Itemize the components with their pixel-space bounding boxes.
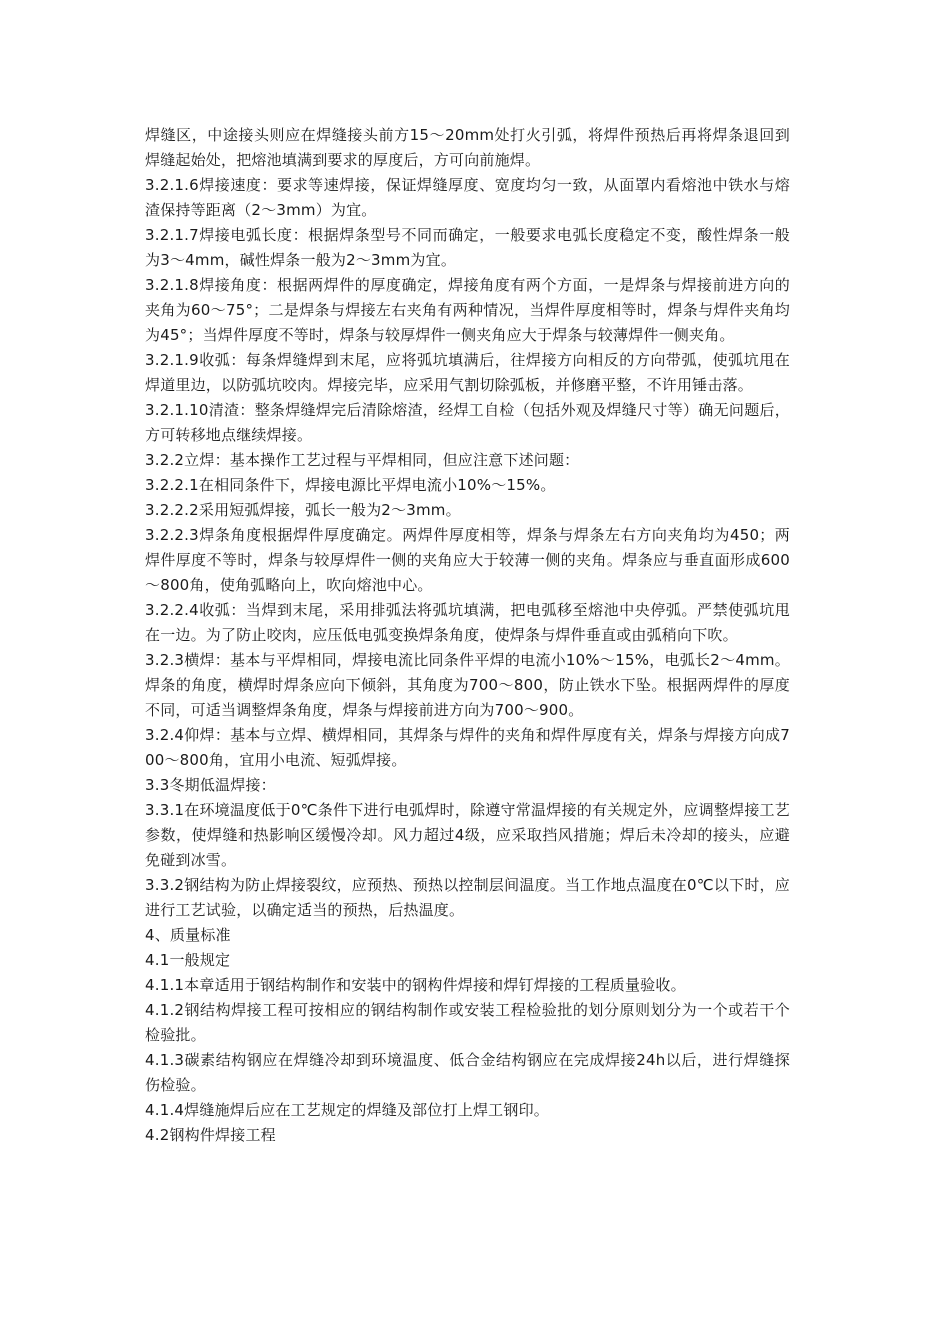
paragraph-3-2-1-8: 3.2.1.8焊接角度：根据两焊件的厚度确定，焊接角度有两个方面，一是焊条与焊接前进方向的夹角为60～75°；二是焊条与焊接左右夹角有两种情况，当焊件厚度相等时，焊条与焊件夹角均为45°；当焊件厚度不等时，焊条与较厚焊件一侧夹角应大于焊条与较薄焊件一侧夹角。: [145, 276, 790, 344]
paragraph-3-2-2: 3.2.2立焊：基本操作工艺过程与平焊相同，但应注意下述问题：: [145, 451, 580, 469]
paragraph-3-2-2-4: 3.2.2.4收弧：当焊到末尾，采用排弧法将弧坑填满，把电弧移至熔池中央停弧。严禁使弧坑甩在一边。为了防止咬肉，应压低电弧变换焊条角度，使焊条与焊件垂直或由弧稍向下吹。: [145, 601, 790, 644]
document-body: [145, 123, 790, 1148]
paragraph-4-1-2: 4.1.2钢结构焊接工程可按相应的钢结构制作或安装工程检验批的划分原则划分为一个或若干个检验批。: [145, 1001, 790, 1044]
paragraph-3-3-2: 3.3.2钢结构为防止焊接裂纹，应预热、预热以控制层间温度。当工作地点温度在0℃以下时，应进行工艺试验，以确定适当的预热，后热温度。: [145, 876, 790, 919]
paragraph-weld-start: 焊缝区，中途接头则应在焊缝接头前方15～20mm处打火引弧，将焊件预热后再将焊条退回到焊缝起始处，把熔池填满到要求的厚度后，方可向前施焊。: [145, 126, 790, 169]
paragraph-3-2-1-10: 3.2.1.10清渣：整条焊缝焊完后清除熔渣，经焊工自检（包括外观及焊缝尺寸等）确无问题后，方可转移地点继续焊接。: [145, 401, 790, 444]
heading-4-2: 4.2钢构件焊接工程: [145, 1126, 276, 1144]
paragraph-3-2-2-2: 3.2.2.2采用短弧焊接，弧长一般为2～3mm。: [145, 501, 461, 519]
paragraph-4-1-3: 4.1.3碳素结构钢应在焊缝冷却到环境温度、低合金结构钢应在完成焊接24h以后，进行焊缝探伤检验。: [145, 1051, 790, 1094]
paragraph-3-2-2-3: 3.2.2.3焊条角度根据焊件厚度确定。两焊件厚度相等，焊条与焊条左右方向夹角均为450；两焊件厚度不等时，焊条与较厚焊件一侧的夹角应大于较薄一侧的夹角。焊条应与垂直面形成600～800角，使角弧略向上，吹向熔池中心。: [145, 526, 790, 594]
paragraph-3-2-1-7: 3.2.1.7焊接电弧长度：根据焊条型号不同而确定，一般要求电弧长度稳定不变，酸性焊条一般为3～4mm，碱性焊条一般为2～3mm为宜。: [145, 226, 790, 269]
paragraph-4-1-1: 4.1.1本章适用于钢结构制作和安装中的钢构件焊接和焊钉焊接的工程质量验收。: [145, 976, 686, 994]
heading-3-3: 3.3冬期低温焊接：: [145, 776, 276, 794]
paragraph-3-3-1: 3.3.1在环境温度低于0℃条件下进行电弧焊时，除遵守常温焊接的有关规定外，应调整焊接工艺参数，使焊缝和热影响区缓慢冷却。风力超过4级，应采取挡风措施；焊后未冷却的接头，应避免碰到冰雪。: [145, 801, 790, 869]
paragraph-4-1-4: 4.1.4焊缝施焊后应在工艺规定的焊缝及部位打上焊工钢印。: [145, 1101, 549, 1119]
heading-4-1: 4.1一般规定: [145, 951, 231, 969]
heading-4: 4、质量标准: [145, 926, 231, 944]
paragraph-3-2-3: 3.2.3横焊：基本与平焊相同，焊接电流比同条件平焊的电流小10%～15%，电弧长2～4mm。焊条的角度，横焊时焊条应向下倾斜，其角度为700～800，防止铁水下坠。根据两焊件的厚度不同，可适当调整焊条角度，焊条与焊接前进方向为700～900。: [145, 651, 790, 719]
paragraph-3-2-4: 3.2.4仰焊：基本与立焊、横焊相同，其焊条与焊件的夹角和焊件厚度有关，焊条与焊接方向成700～800角，宜用小电流、短弧焊接。: [145, 726, 790, 769]
paragraph-3-2-2-1: 3.2.2.1在相同条件下，焊接电源比平焊电流小10%～15%。: [145, 476, 556, 494]
paragraph-3-2-1-6: 3.2.1.6焊接速度：要求等速焊接，保证焊缝厚度、宽度均匀一致，从面罩内看熔池中铁水与熔渣保持等距离（2～3mm）为宜。: [145, 176, 790, 219]
paragraph-3-2-1-9: 3.2.1.9收弧：每条焊缝焊到末尾，应将弧坑填满后，往焊接方向相反的方向带弧，使弧坑甩在焊道里边，以防弧坑咬肉。焊接完毕，应采用气割切除弧板，并修磨平整，不许用锤击落。: [145, 351, 790, 394]
